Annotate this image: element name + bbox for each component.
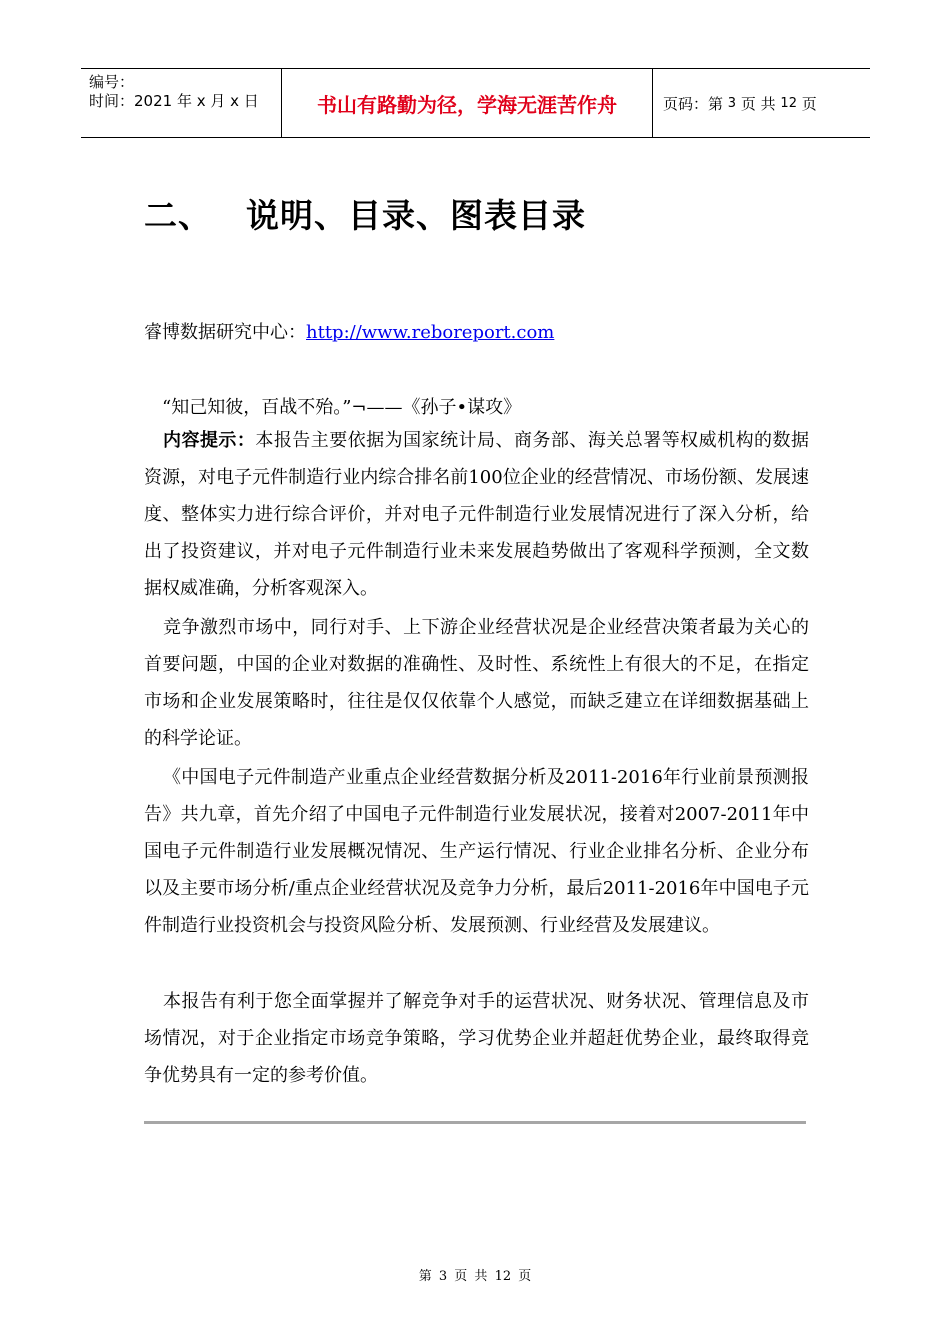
page-total: 12	[780, 95, 797, 111]
page-header	[81, 68, 870, 138]
quote-line: “知己知彼，百战不殆。”¬——《孙子•谋攻》	[162, 397, 522, 418]
divider	[144, 1121, 806, 1124]
time-label: 时间：2021 年 x 月 x 日	[89, 92, 259, 110]
paragraph-content-hint	[144, 422, 809, 607]
header-motto: 书山有路勤为径，学海无涯苦作舟	[281, 69, 653, 137]
number-label: 编号：	[89, 73, 135, 91]
source-link[interactable]: http://www.reboreport.com	[306, 322, 555, 343]
page-mid: 页 共	[740, 94, 776, 113]
header-meta	[81, 69, 281, 137]
page-current: 3	[727, 95, 737, 111]
content-hint-label: 内容提示：	[163, 430, 256, 451]
footer-prefix: 第	[418, 1269, 432, 1284]
page-footer	[0, 1265, 950, 1284]
footer-suffix: 页	[518, 1269, 532, 1284]
footer-current: 3	[438, 1269, 448, 1284]
footer-total: 12	[494, 1269, 512, 1284]
paragraph-report-value: 本报告有利于您全面掌握并了解竞争对手的运营状况、财务状况、管理信息及市场情况，对于企业指定市场竞争策略，学习优势企业并超赶优势企业，最终取得竞争优势具有一定的参考价值。	[144, 991, 809, 1086]
paragraph-report-structure: 《中国电子元件制造产业重点企业经营数据分析及2011-2016年行业前景预测报告》共九章，首先介绍了中国电子元件制造行业发展状况，接着对2007-2011年中国电子元件制造行业发展概况情况、生产运行情况、行业企业排名分析、企业分布以及主要市场分析/重点企业经营状况及竞争力分析，最后2011-2016年中国电子元件制造行业投资机会与投资风险分析、发展预测、行业经营及发展建议。	[144, 767, 809, 936]
page-suffix: 页	[801, 94, 817, 113]
page-prefix: 页码：第	[663, 94, 724, 113]
section-heading	[144, 190, 586, 237]
section-title: 说明、目录、图表目录	[246, 196, 586, 235]
header-page-info	[653, 69, 870, 137]
source-label: 睿博数据研究中心：	[144, 322, 306, 343]
content-hint-text: 本报告主要依据为国家统计局、商务部、海关总署等权威机构的数据资源，对电子元件制造行业内综合排名前100位企业的经营情况、市场份额、发展速度、整体实力进行综合评价，并对电子元件制造行业发展情况进行了深入分析，给出了投资建议，并对电子元件制造行业未来发展趋势做出了客观科学预测，全文数据权威准确，分析客观深入。	[144, 430, 810, 599]
footer-mid: 页 共	[454, 1269, 488, 1284]
source-line	[144, 318, 554, 344]
paragraph-competition: 竞争激烈市场中，同行对手、上下游企业经营状况是企业经营决策者最为关心的首要问题，中国的企业对数据的准确性、及时性、系统性上有很大的不足，在指定市场和企业发展策略时，往往是仅仅依靠个人感觉，而缺乏建立在详细数据基础上的科学论证。	[144, 617, 809, 749]
section-number: 二、	[144, 196, 212, 235]
